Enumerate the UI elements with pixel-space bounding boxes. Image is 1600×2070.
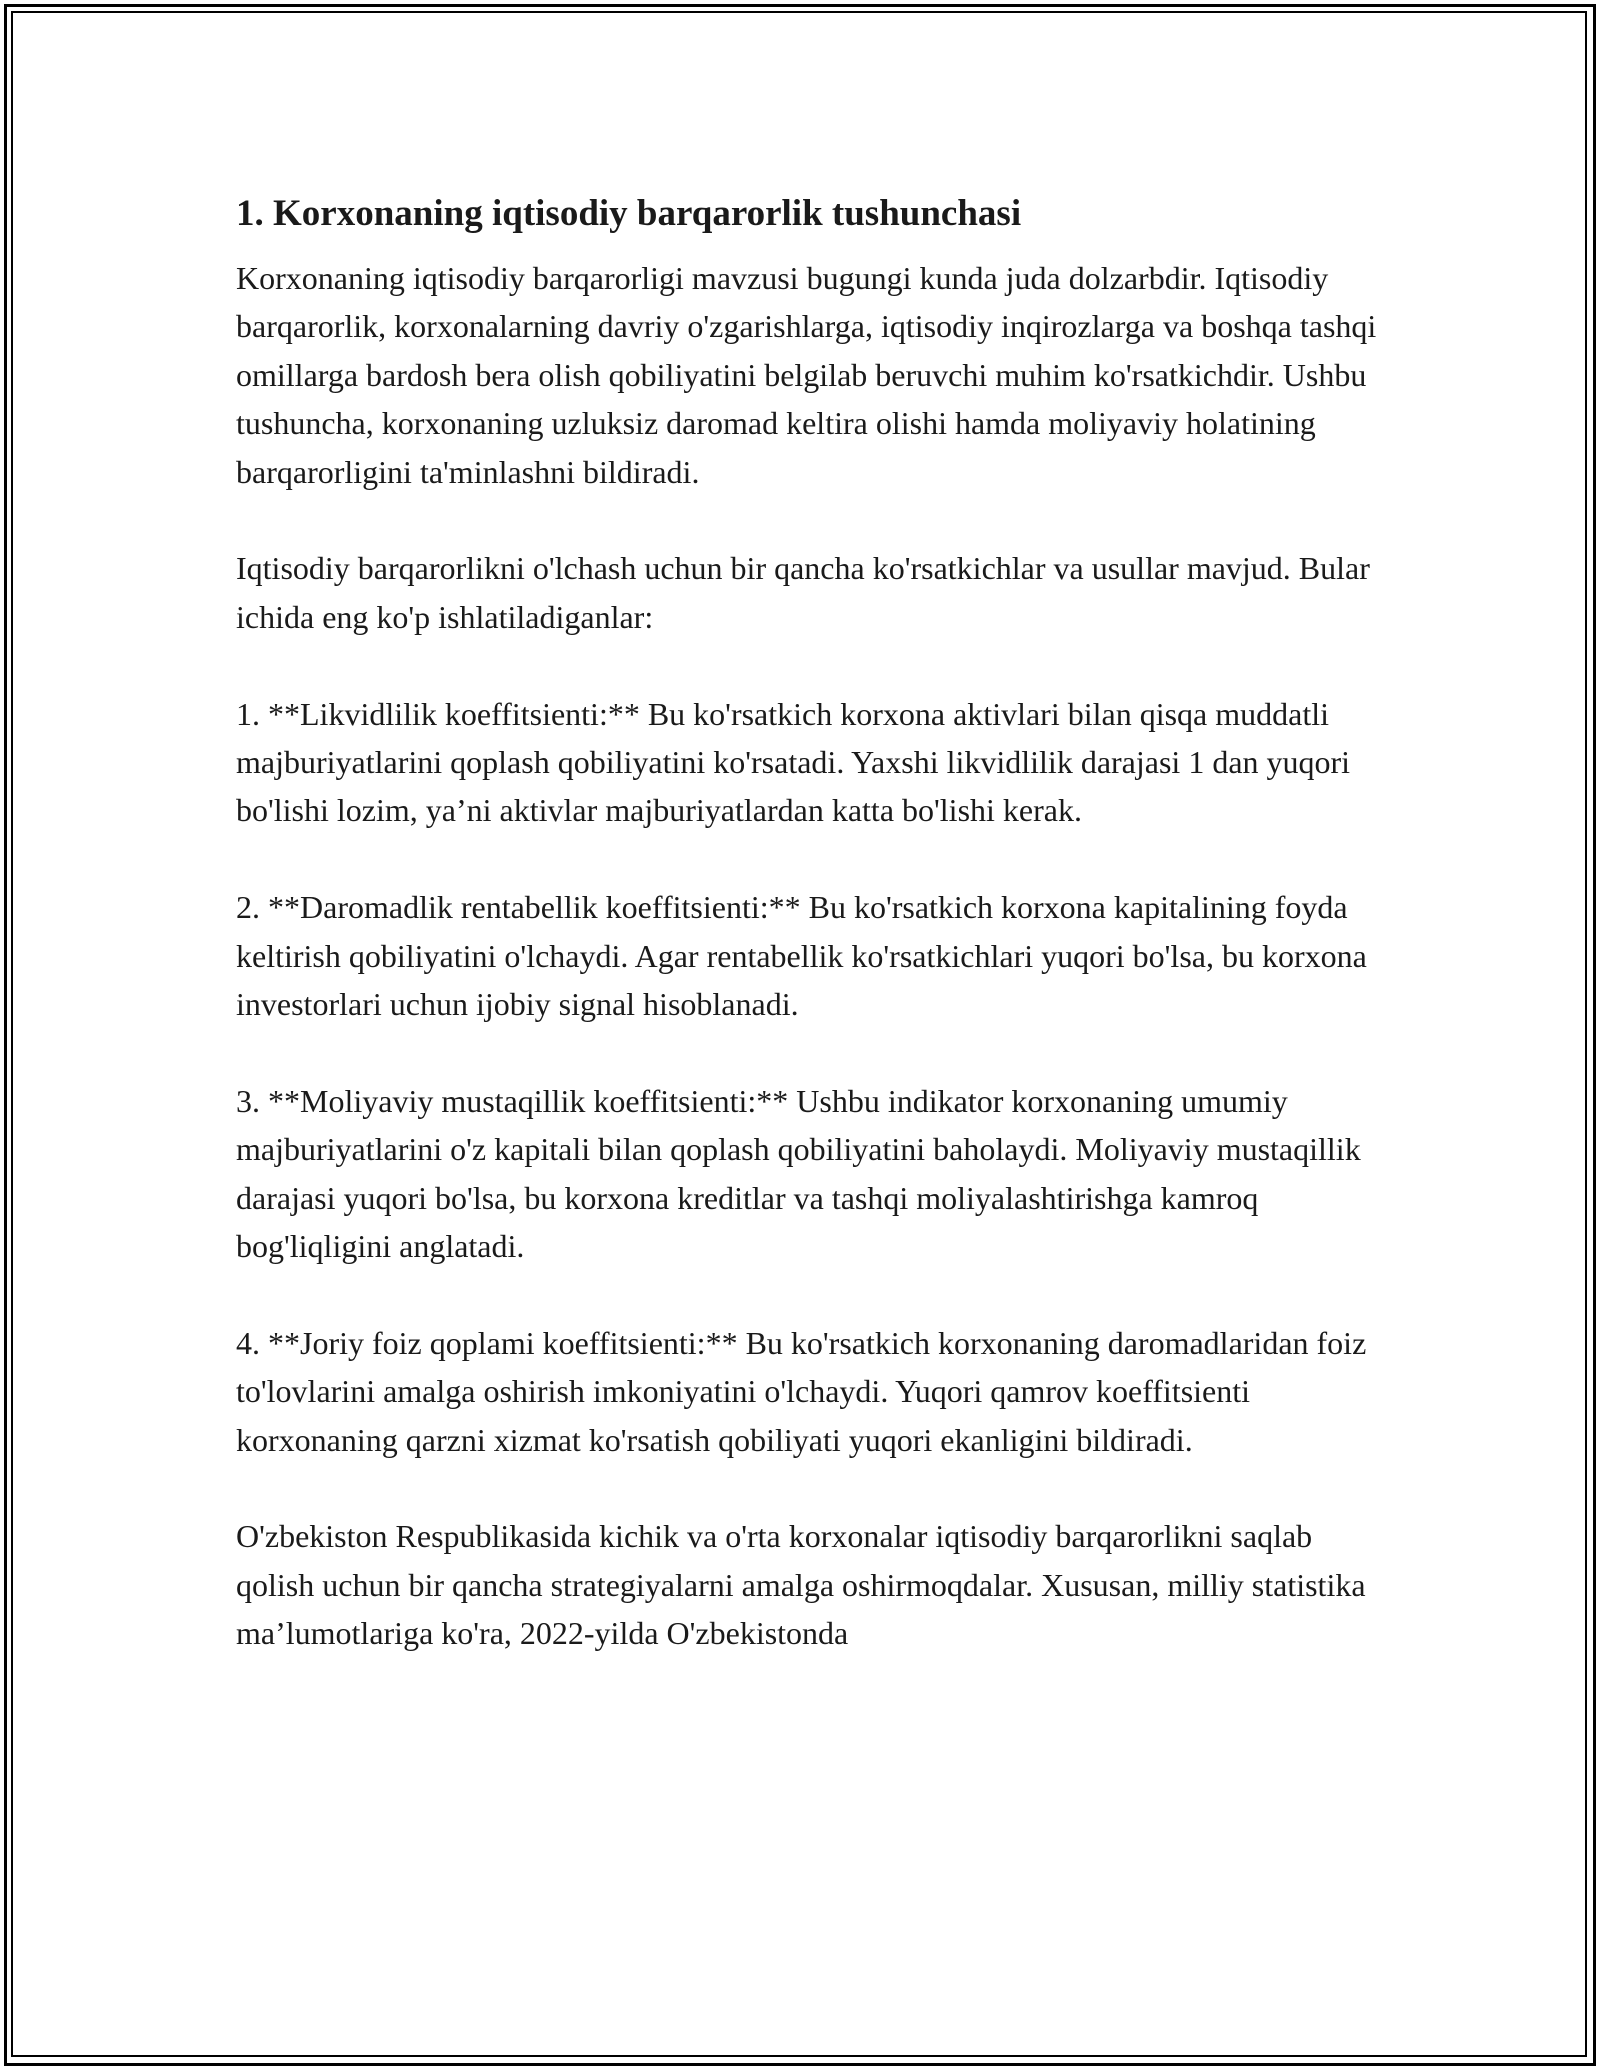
- document-body: [236, 186, 1396, 1658]
- section-heading: 1. Korxonaning iqtisodiy barqarorlik tushunchasi: [236, 193, 1022, 234]
- paragraph-interest-coverage: 4. **Joriy foiz qoplami koeffitsienti:** Bu ko'rsatkich korxonaning daromadlaridan foiz to'lovlarini amalga oshirish imkoniyatini o'lchaydi. Yuqori qamrov koeffitsienti korxonaning qarzni xizmat ko'rsatish qobiliyati yuqori ekanligini bildiradi.: [236, 1324, 1367, 1458]
- paragraph-profitability: 2. **Daromadlik rentabellik koeffitsienti:** Bu ko'rsatkich korxona kapitalining foyda keltirish qobiliyatini o'lchaydi. Agar rentabellik ko'rsatkichlari yuqori bo'lsa, bu korxona investorlari uchun ijobiy signal hisoblanadi.: [236, 889, 1367, 1023]
- paragraph-financial-independence: 3. **Moliyaviy mustaqillik koeffitsienti:** Ushbu indikator korxonaning umumiy majburiyatlarini o'z kapitali bilan qoplash qobiliyatini baholaydi. Moliyaviy mustaqillik darajasi yuqori bo'lsa, bu korxona kreditlar va tashqi moliyalashtirishga kamroq bog'liqligini anglatadi.: [236, 1082, 1361, 1265]
- paragraph-indicators-intro: Iqtisodiy barqarorlikni o'lchash uchun bir qancha ko'rsatkichlar va usullar mavjud. Bular ichida eng ko'p ishlatiladiganlar:: [236, 550, 1370, 635]
- paragraph-intro: Korxonaning iqtisodiy barqarorligi mavzusi bugungi kunda juda dolzarbdir. Iqtisodiy barqarorlik, korxonalarning davriy o'zgarishlarga, iqtisodiy inqirozlarga va boshqa tashqi omillarga bardosh bera olish qobiliyatini belgilab beruvchi muhim ko'rsatkichdir. Ushbu tushuncha, korxonaning uzluksiz daromad keltira olishi hamda moliyaviy holatining barqarorligini ta'minlashni bildiradi.: [236, 260, 1377, 490]
- paragraph-uzbekistan: O'zbekiston Respublikasida kichik va o'rta korxonalar iqtisodiy barqarorlikni saqlab qolish uchun bir qancha strategiyalarni amalga oshirmoqdalar. Xususan, milliy statistika ma’lumotlariga ko'ra, 2022-yilda O'zbekistonda: [236, 1518, 1366, 1652]
- paragraph-liquidity: 1. **Likvidlilik koeffitsienti:** Bu ko'rsatkich korxona aktivlari bilan qisqa muddatli majburiyatlarini qoplash qobiliyatini ko'rsatadi. Yaxshi likvidlilik darajasi 1 dan yuqori bo'lishi lozim, ya’ni aktivlar majburiyatlardan katta bo'lishi kerak.: [236, 695, 1351, 829]
